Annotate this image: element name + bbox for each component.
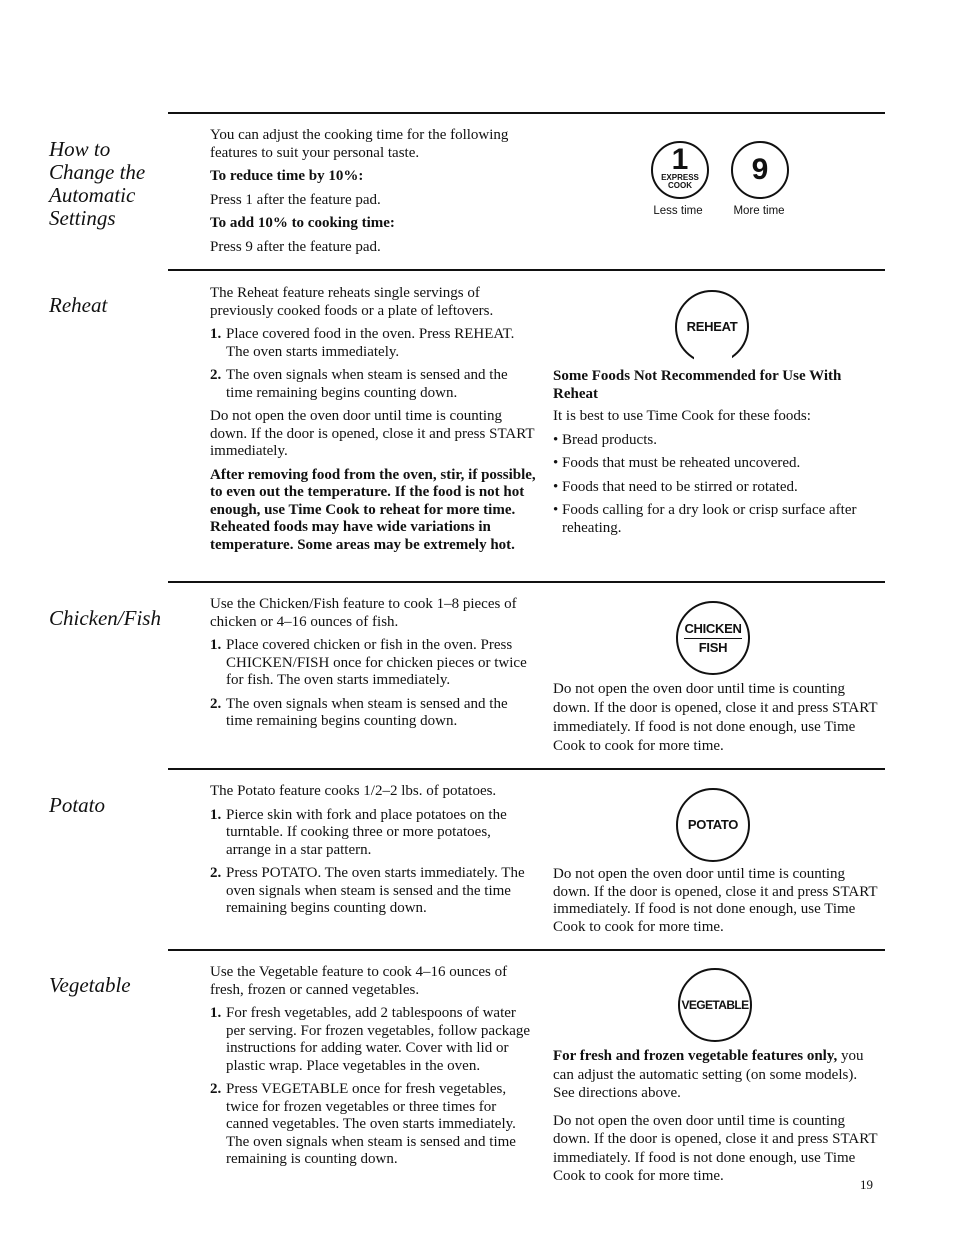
less-time-caption: Less time: [653, 205, 703, 217]
list-item: [553, 432, 878, 450]
more-time-caption: More time: [733, 205, 785, 217]
step-number: 2.: [210, 1081, 222, 1097]
vegetable-pad-label: VEGETABLE: [681, 998, 749, 1012]
step-text: Place covered food in the oven. Press REHEAT. The oven starts immediately.: [226, 326, 515, 360]
fish-pad-label: FISH: [698, 639, 728, 655]
section-divider-vegetable: [168, 949, 885, 951]
chicken-step-2: [210, 696, 536, 731]
page-number: 19: [860, 1177, 873, 1192]
step-text: Pierce skin with fork and place potatoes on the turntable. If cooking three or more potatoes, arrange in a star pattern.: [226, 806, 507, 858]
bullet-mark: •: [553, 455, 559, 471]
vegetable-side-text: [553, 1047, 878, 1192]
bullet-text: Foods calling for a dry look or crisp surface after reheating.: [562, 502, 857, 536]
list-item: [553, 455, 878, 473]
bullet-mark: •: [553, 502, 559, 518]
vegetable-heading: Vegetable: [49, 973, 131, 997]
pad-digit-9: 9: [751, 153, 769, 186]
pad-cook-label: COOK: [668, 181, 692, 190]
vegetable-pad-icon: [678, 968, 752, 1042]
chicken-pad-label: CHICKEN: [684, 622, 741, 639]
chicken-side-note: Do not open the oven door until time is counting down. If the door is opened, close it and press START immediately. If food is not done enough, use Time Cook to cook for more time.: [553, 681, 878, 754]
adjust-text: [210, 127, 536, 262]
potato-heading: Potato: [49, 793, 105, 817]
reheat-bold-note: After removing food from the oven, stir, if possible, to even out the temperature. If the food is not hot enough, use Time Cook to reheat for more time. Reheated foods may have wide variations in temperature. Some areas may be extremely hot.: [210, 466, 536, 553]
vegetable-side-bold: For fresh and frozen vegetable features only,: [553, 1048, 838, 1064]
bullet-text: Foods that need to be stirred or rotated.: [562, 478, 798, 495]
step-text: For fresh vegetables, add 2 tablespoons of water per serving. For frozen vegetables, follow package instructions for adding water. Cover with lid or plastic wrap. Place vegetables in the oven.: [226, 1005, 531, 1074]
reheat-step-1: [210, 326, 536, 361]
step-text: The oven signals when steam is sensed and the time remaining begins counting down.: [226, 367, 508, 401]
potato-step-2: [210, 865, 536, 918]
step-text: Press VEGETABLE once for fresh vegetables, twice for frozen vegetables or three times for canned vegetables. The oven starts immediately. The oven signals when steam is sensed and time remaining is counting down.: [226, 1081, 516, 1167]
step-number: 1.: [210, 806, 222, 823]
section-divider-top: [168, 112, 885, 114]
step-number: 1.: [210, 1005, 222, 1021]
reduce-label: To reduce time by 10%:: [210, 168, 364, 184]
reheat-note: Do not open the oven door until time is counting down. If the door is opened, close it and press START immediately.: [210, 408, 535, 459]
step-number: 2.: [210, 865, 222, 881]
express-cook-pad-icon: [651, 141, 709, 199]
step-text: The oven signals when steam is sensed and the time remaining begins counting down.: [226, 695, 508, 729]
nine-pad-icon: [731, 141, 789, 199]
bullet-text: Bread products.: [562, 431, 657, 448]
bullet-mark: •: [553, 478, 559, 495]
chicken-step-1: [210, 637, 536, 690]
vegetable-intro: Use the Vegetable feature to cook 4–16 ounces of fresh, frozen or canned vegetables.: [210, 964, 508, 998]
bullet-text: Foods that must be reheated uncovered.: [562, 455, 801, 471]
potato-pad-label: POTATO: [687, 817, 739, 832]
reduce-text: Press 1 after the feature pad.: [210, 191, 381, 208]
vegetable-step-1: [210, 1005, 536, 1075]
pad-express-label: EXPRESS: [661, 173, 699, 182]
reheat-pad-label: REHEAT: [686, 319, 738, 334]
bullet-mark: •: [553, 431, 559, 448]
step-number: 2.: [210, 695, 222, 712]
step-number: 1.: [210, 637, 222, 653]
reheat-side-title: Some Foods Not Recommended for Use With Reheat: [553, 368, 842, 402]
vegetable-side-note: Do not open the oven door until time is counting down. If the door is opened, close it and press START immediately. If food is not done enough, use Time Cook to cook for more time.: [553, 1112, 878, 1184]
step-text: Place covered chicken or fish in the oven. Press CHICKEN/FISH once for chicken pieces or twice for fish. The oven starts immediately.: [226, 637, 527, 688]
reheat-side-intro: It is best to use Time Cook for these foods:: [553, 408, 811, 424]
reheat-intro: The Reheat feature reheats single servings of previously cooked foods or a plate of leftovers.: [210, 285, 494, 319]
potato-pad-icon: [676, 788, 750, 862]
step-number: 2.: [210, 367, 222, 383]
chicken-intro: Use the Chicken/Fish feature to cook 1–8 pieces of chicken or 4–16 ounces of fish.: [210, 596, 517, 630]
vegetable-side-rest: you can adjust the automatic setting (on some models). See directions above.: [553, 1048, 864, 1101]
step-number: 1.: [210, 326, 222, 342]
adjust-heading: How to Change the Automatic Settings: [49, 137, 146, 230]
list-item: [553, 502, 878, 537]
step-text: Press POTATO. The oven starts immediately. The oven signals when steam is sensed and the time remaining begins counting down.: [226, 865, 525, 916]
potato-text: [210, 783, 536, 924]
section-divider-reheat: [168, 269, 885, 271]
reheat-pad-cutout: [694, 348, 732, 366]
vegetable-side-para: [553, 1047, 878, 1103]
reheat-heading: Reheat: [49, 293, 108, 317]
section-divider-potato: [168, 768, 885, 770]
adjust-intro: You can adjust the cooking time for the following features to suit your personal taste.: [210, 127, 509, 161]
add-text: Press 9 after the feature pad.: [210, 238, 381, 255]
potato-intro: The Potato feature cooks 1/2–2 lbs. of potatoes.: [210, 783, 497, 799]
reheat-text: [210, 285, 536, 560]
potato-side-note: Do not open the oven door until time is counting down. If the door is opened, close it and press START immediately. If food is not done enough, use Time Cook to cook for more time.: [553, 866, 878, 935]
chicken-side-text: [553, 680, 878, 762]
vegetable-text: [210, 964, 536, 1175]
chicken-text: [210, 596, 536, 737]
chicken-fish-pad-icon: [676, 601, 750, 675]
vegetable-step-2: [210, 1081, 536, 1169]
pad-digit-1: 1: [671, 143, 689, 176]
add-label: To add 10% to cooking time:: [210, 215, 395, 231]
reheat-side-text: [553, 368, 878, 543]
list-item: [553, 479, 878, 497]
chicken-heading: Chicken/Fish: [49, 606, 161, 630]
section-divider-chicken: [168, 581, 885, 583]
potato-side-text: [553, 866, 878, 942]
reheat-step-2: [210, 367, 536, 402]
potato-step-1: [210, 807, 536, 860]
